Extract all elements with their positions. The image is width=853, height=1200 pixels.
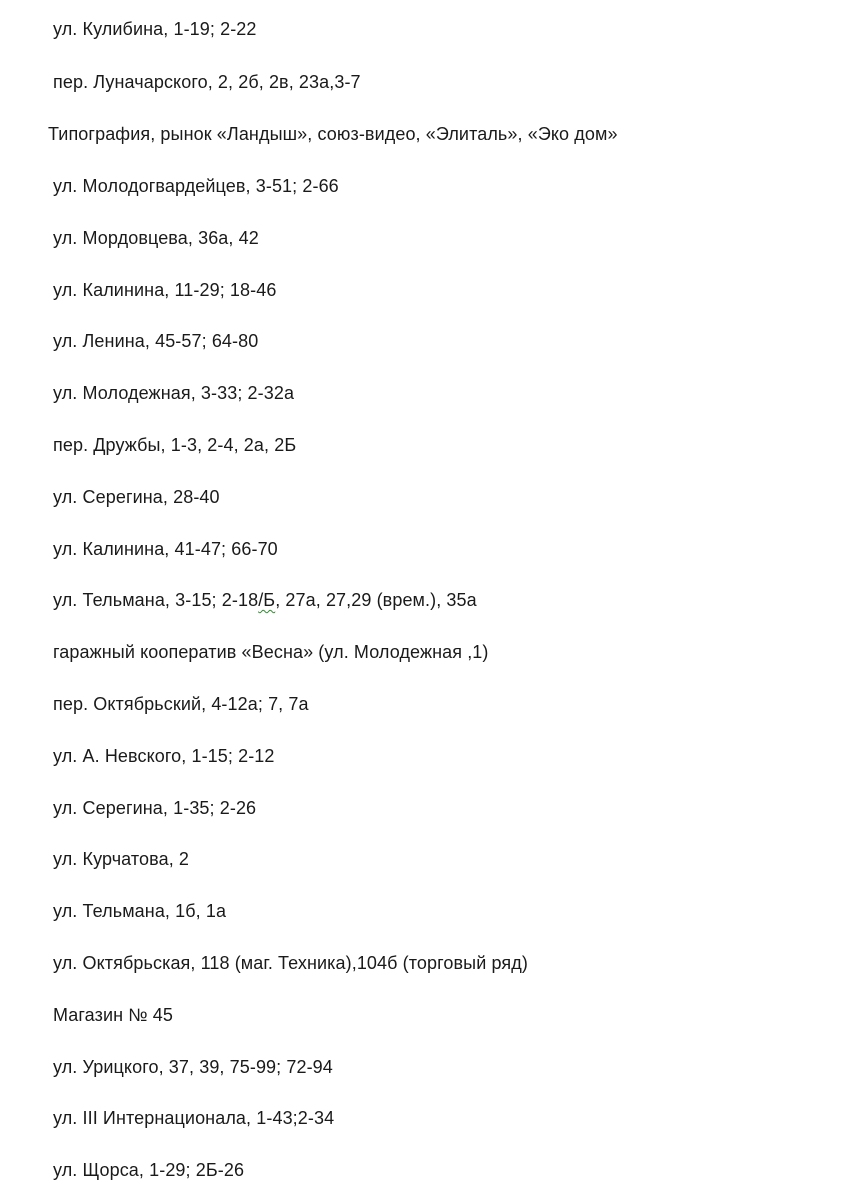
address-line-uritskogo: ул. Урицкого, 37, 39, 75-99; 72-94 (53, 1057, 333, 1077)
address-line-lenina: ул. Ленина, 45-57; 64-80 (53, 331, 259, 351)
address-line-internatsionala: ул. III Интернационала, 1-43;2-34 (53, 1108, 335, 1128)
address-line-druzhby: пер. Дружбы, 1-3, 2-4, 2а, 2Б (53, 435, 297, 455)
address-line-shchorsa: ул. Щорса, 1-29; 2Б-26 (53, 1160, 245, 1180)
address-line-lunacharskogo: пер. Луначарского, 2, 2б, 2в, 23а,3-7 (53, 72, 361, 92)
telmana-text-after: , 27а, 27,29 (врем.), 35а (275, 590, 477, 610)
address-line-seregina-1: ул. Серегина, 28-40 (53, 487, 220, 507)
address-line-seregina-2: ул. Серегина, 1-35; 2-26 (53, 798, 257, 818)
address-line-molodezhnaya: ул. Молодежная, 3-33; 2-32а (53, 383, 295, 403)
spellcheck-marked-text: /Б (258, 590, 276, 610)
address-line-kalinina-1: ул. Калинина, 11-29; 18-46 (53, 280, 277, 300)
address-line-tipografiya: Типография, рынок «Ландыш», союз-видео, «Элиталь», «Эко дом» (48, 124, 618, 144)
address-line-oktyabrskaya: ул. Октябрьская, 118 (маг. Техника),104б (торговый ряд) (53, 953, 528, 973)
address-line-garage-coop: гаражный кооператив «Весна» (ул. Молодежная ,1) (53, 642, 489, 662)
telmana-text-before: ул. Тельмана, 3-15; 2-18 (53, 590, 259, 610)
address-line-kalinina-2: ул. Калинина, 41-47; 66-70 (53, 539, 278, 559)
address-line-telmana-1 (53, 589, 477, 611)
address-line-telmana-2: ул. Тельмана, 1б, 1а (53, 901, 227, 921)
address-line-magazin-45: Магазин № 45 (53, 1005, 173, 1025)
address-line-mordovtseva: ул. Мордовцева, 36а, 42 (53, 228, 259, 248)
address-line-molodogvardeitsev: ул. Молодогвардейцев, 3-51; 2-66 (53, 176, 339, 196)
address-line-nevskogo: ул. А. Невского, 1-15; 2-12 (53, 746, 275, 766)
address-line-kurchatova: ул. Курчатова, 2 (53, 849, 190, 869)
address-line-kulibina: ул. Кулибина, 1-19; 2-22 (53, 19, 257, 39)
address-line-oktyabrsky: пер. Октябрьский, 4-12а; 7, 7а (53, 694, 309, 714)
